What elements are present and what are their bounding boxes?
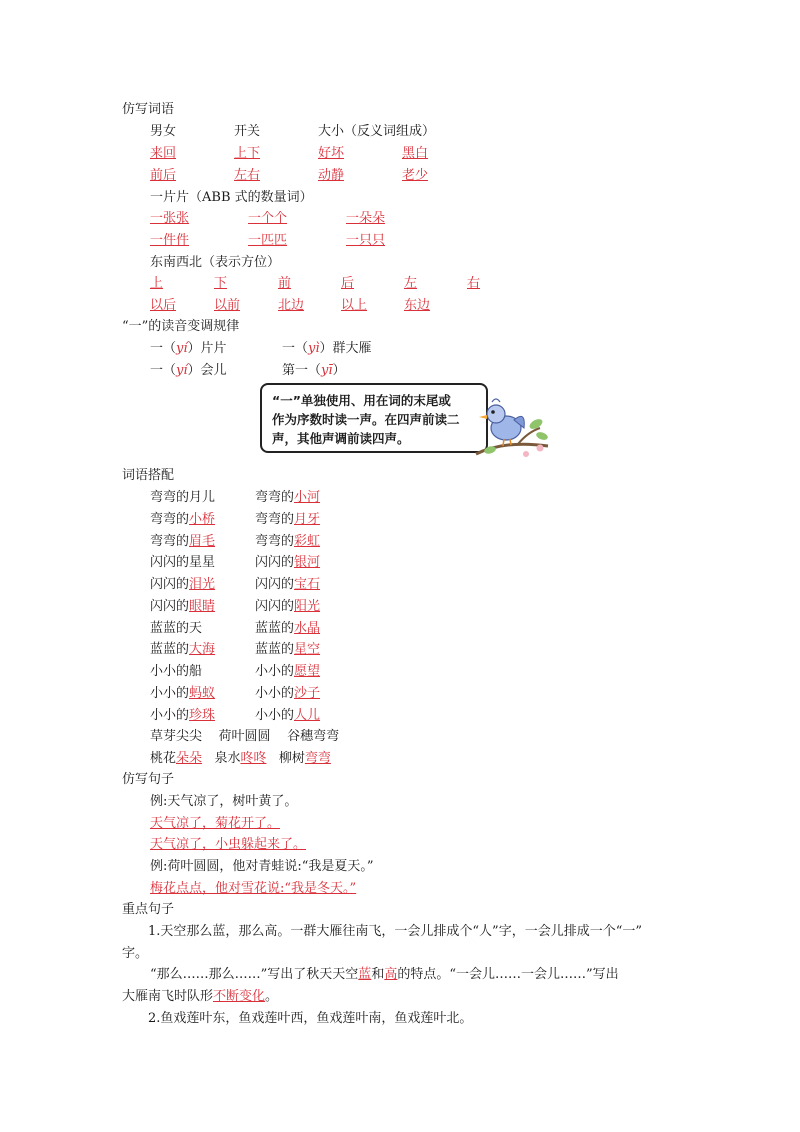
collocation-item: 弯弯的月儿 <box>150 490 216 505</box>
key-analysis: “那么……那么……”写出了秋天天空蓝和高的特点。“一会儿……一会儿……”写出 <box>150 967 619 982</box>
sentence-example: 例:荷叶圆圆，他对青蛙说:“我是夏天。” <box>150 859 374 874</box>
sentence-answer: 天气凉了，菊花开了。 <box>150 816 281 831</box>
antonym-answer: 来回 <box>150 146 177 161</box>
antonym-prompt-3: 大小（反义词组成） <box>318 124 436 139</box>
reduplication-line: 桃花朵朵 泉水咚咚 柳树弯弯 <box>150 751 331 766</box>
section-title-zhongdian-juzi: 重点句子 <box>122 902 175 917</box>
collocation-item: 小小的蚂蚁 <box>150 686 216 701</box>
key-sentence-1: 1.天空那么蓝，那么高。一群大雁往南飞，一会儿排成个“人”字，一会儿排成一个“一” <box>148 924 642 939</box>
antonym-prompt-1: 男女 <box>150 124 177 139</box>
collocation-item: 弯弯的彩虹 <box>255 534 321 549</box>
yi-tone-example: 第一（yī） <box>282 363 346 378</box>
abb-prompt: 一片片（ABB 式的数量词） <box>150 190 313 205</box>
antonym-answer: 前后 <box>150 168 177 183</box>
yi-tone-example: 一（yí）会儿 <box>150 363 227 378</box>
direction-answer: 以后 <box>150 298 177 313</box>
direction-answer: 北边 <box>278 298 305 313</box>
section-title-du-yin: “一”的读音变调规律 <box>122 319 240 334</box>
collocation-item: 弯弯的月牙 <box>255 512 321 527</box>
antonym-answer: 动静 <box>318 168 345 183</box>
sentence-answer: 天气凉了，小虫躲起来了。 <box>150 837 307 852</box>
yi-tone-example: 一（yí）片片 <box>150 341 227 356</box>
collocation-item: 闪闪的泪光 <box>150 577 216 592</box>
bird-on-branch-illustration <box>470 388 552 466</box>
direction-answer: 以前 <box>214 298 241 313</box>
direction-answer: 下 <box>214 276 228 291</box>
collocation-item: 蓝蓝的大海 <box>150 642 216 657</box>
antonym-answer: 左右 <box>234 168 261 183</box>
direction-prompt: 东南西北（表示方位） <box>150 255 281 270</box>
collocation-item: 蓝蓝的天 <box>150 621 203 636</box>
antonym-answer: 好坏 <box>318 146 345 161</box>
collocation-item: 小小的沙子 <box>255 686 321 701</box>
collocation-item: 小小的人儿 <box>255 708 321 723</box>
antonym-prompt-2: 开关 <box>234 124 261 139</box>
key-analysis-cont: 大雁南飞时队形不断变化。 <box>122 989 279 1004</box>
key-sentence-2: 2.鱼戏莲叶东，鱼戏莲叶西，鱼戏莲叶南，鱼戏莲叶北。 <box>148 1011 473 1026</box>
collocation-item: 小小的珍珠 <box>150 708 216 723</box>
antonym-answer: 黑白 <box>402 146 429 161</box>
antonym-answer: 老少 <box>402 168 429 183</box>
collocation-item: 小小的愿望 <box>255 664 321 679</box>
direction-answer: 前 <box>278 276 292 291</box>
collocation-item: 蓝蓝的星空 <box>255 642 321 657</box>
reduplication-line: 草芽尖尖 荷叶圆圆 谷穗弯弯 <box>150 729 340 744</box>
collocation-item: 闪闪的银河 <box>255 555 321 570</box>
direction-answer: 左 <box>404 276 418 291</box>
abb-answer: 一朵朵 <box>346 211 386 226</box>
direction-answer: 以上 <box>341 298 368 313</box>
sentence-answer: 梅花点点，他对雪花说:“我是冬天。” <box>150 881 357 896</box>
abb-answer: 一件件 <box>150 233 190 248</box>
collocation-item: 小小的船 <box>150 664 203 679</box>
direction-answer: 上 <box>150 276 164 291</box>
section-title-ciyu-dapei: 词语搭配 <box>122 468 175 483</box>
pinyin-answer: yí <box>176 341 188 356</box>
collocation-item: 闪闪的阳光 <box>255 599 321 614</box>
abb-answer: 一只只 <box>346 233 386 248</box>
yi-tone-example: 一（yì）群大雁 <box>282 341 372 356</box>
section-title-fangxie-ciyu: 仿写词语 <box>122 102 175 117</box>
collocation-item: 闪闪的宝石 <box>255 577 321 592</box>
direction-answer: 右 <box>467 276 481 291</box>
pinyin-answer: yì <box>308 341 320 356</box>
sentence-example: 例:天气凉了，树叶黄了。 <box>150 794 298 809</box>
pinyin-answer: yí <box>176 363 188 378</box>
pinyin-answer: yī <box>321 363 333 378</box>
collocation-item: 弯弯的小河 <box>255 490 321 505</box>
collocation-item: 弯弯的眉毛 <box>150 534 216 549</box>
tone-rule-text: “一”单独使用、用在词的末尾或作为序数时读一声。在四声前读二声，其他声调前读四声。 <box>272 393 460 446</box>
antonym-answer: 上下 <box>234 146 261 161</box>
abb-answer: 一匹匹 <box>248 233 288 248</box>
abb-answer: 一个个 <box>248 211 288 226</box>
collocation-item: 闪闪的眼睛 <box>150 599 216 614</box>
key-sentence-1-cont: 字。 <box>122 946 149 961</box>
collocation-item: 蓝蓝的水晶 <box>255 621 321 636</box>
direction-answer: 后 <box>341 276 355 291</box>
abb-answer: 一张张 <box>150 211 190 226</box>
direction-answer: 东边 <box>404 298 431 313</box>
collocation-item: 弯弯的小桥 <box>150 512 216 527</box>
collocation-item: 闪闪的星星 <box>150 555 216 570</box>
section-title-fangxie-juzi: 仿写句子 <box>122 772 175 787</box>
tone-rule-callout <box>260 383 488 453</box>
